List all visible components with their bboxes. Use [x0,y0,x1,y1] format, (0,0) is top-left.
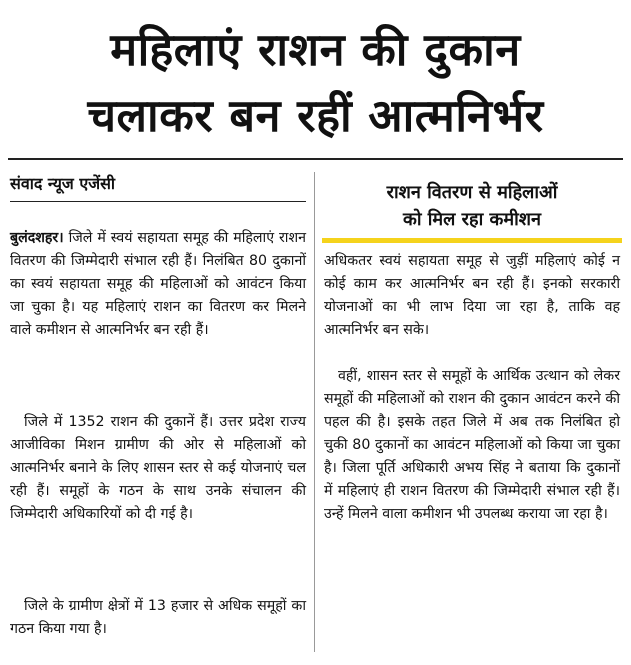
byline: संवाद न्यूज एजेंसी [10,174,116,193]
dateline: बुलंदशहर। [10,230,64,246]
left-paragraph-1 [10,227,306,342]
top-rule [8,158,623,160]
headline-line-2: चलाकर बन रहीं आत्मनिर्भर [87,89,544,142]
subheading-line-2: को मिल रहा कमीशन [403,209,541,230]
left-paragraph-3: जिले के ग्रामीण क्षेत्रों में 13 हजार से अधिक समूहों का गठन किया गया है। [10,598,306,637]
left-paragraph-1-text: जिले में स्वयं सहायता समूह की महिलाएं राशन वितरण की जिम्मेदारी संभाल रही हैं। निलंबित 80 दुकानों का स्वयं सहायता समूह की महिलाओं को आवंटन किया जा चुका है। यह महिलाएं राशन का वितरण कर मिलने वाले कमीशन से आत्मनिर्भर बन रही हैं। [10,230,307,338]
right-paragraph-2: वहीं, शासन स्तर से समूहों के आर्थिक उत्थान को लेकर समूहों की महिलाओं को राशन की दुकान आवंटन करने की पहल की है। इसके तहत जिले में अब तक निलंबित हो चुकी 80 दुकानों का आवंटन महिलाओं को किया जा चुका है। जिला पूर्ति अधिकारी अभय सिंह ने बताया कि दुकानों में महिलाएं ही राशन वितरण की जिम्मेदारी संभाल रही हैं। उन्हें मिलने वाला कमीशन भी उपलब्ध कराया जा रहा है। [324,368,620,522]
left-paragraph-2: जिले में 1352 राशन की दुकानें हैं। उत्तर प्रदेश राज्य आजीविका मिशन ग्रामीण की ओर से महिलाओं को आत्मनिर्भर बनाने के लिए शासन स्तर से कई योजनाएं चल रही हैं। समूहों के गठन के साथ उनके संचालन की जिम्मेदारी अधिकारियों को दी गई है। [10,414,306,522]
subheading-line-1: राशन वितरण से महिलाओं [386,182,558,203]
subheading-underline [322,238,622,243]
column-divider [314,172,315,652]
headline-line-1: महिलाएं राशन की दुकान [110,23,521,76]
byline-rule [10,201,306,202]
right-paragraph-1: अधिकतर स्वयं सहायता समूह से जुड़ीं महिलाएं कोई न कोई काम कर आत्मनिर्भर बन रही हैं। इनको सरकारी योजनाओं का भी लाभ दिया जा रहा है, ताकि वह आत्मनिर्भर बन सके। [324,253,620,338]
